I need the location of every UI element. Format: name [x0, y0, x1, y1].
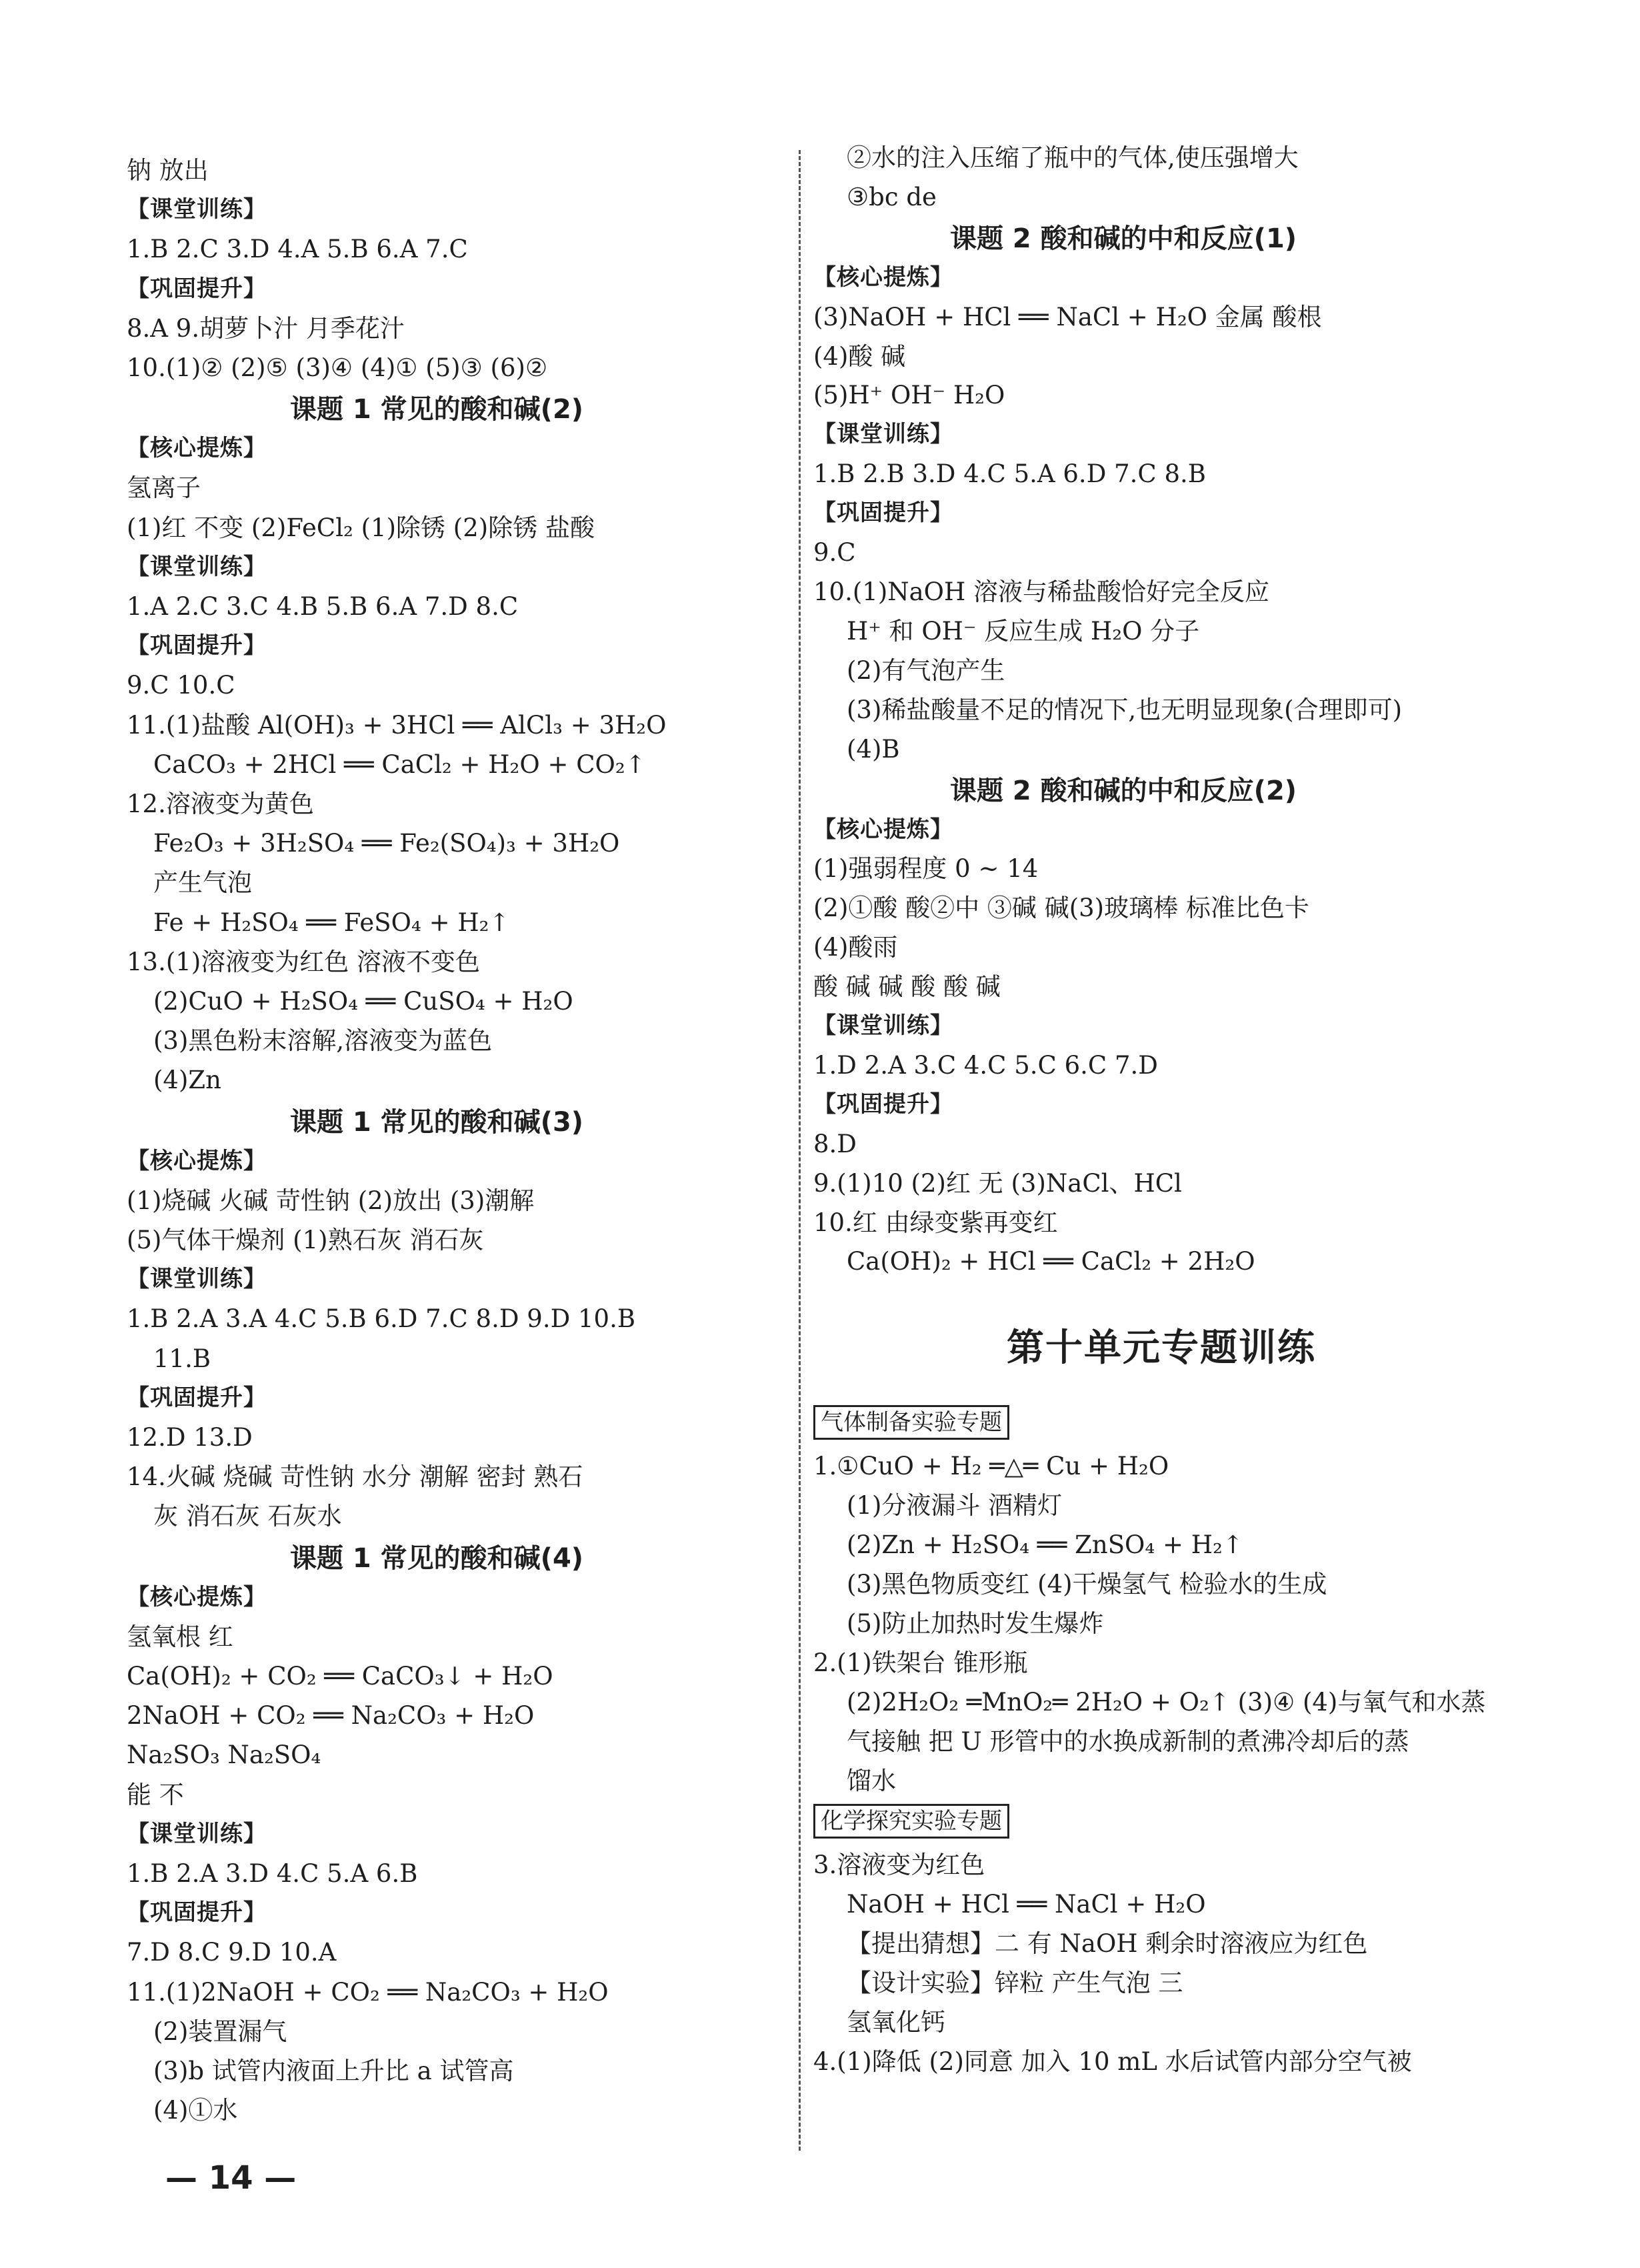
text-line: 1.B 2.A 3.A 4.C 5.B 6.D 7.C 8.D 9.D 10.B — [127, 1304, 636, 1333]
section-label: 【课堂训练】 — [127, 553, 267, 580]
text-line: (2)CuO + H₂SO₄ ══ CuSO₄ + H₂O — [153, 987, 573, 1016]
text-line: 1.B 2.C 3.D 4.A 5.B 6.A 7.C — [127, 235, 468, 263]
section-label: 【核心提炼】 — [127, 1148, 267, 1174]
text-line: 13.(1)溶液变为红色 溶液不变色 — [127, 948, 481, 976]
unit-title: 第十单元专题训练 — [1007, 1326, 1316, 1370]
section-label: 【核心提炼】 — [813, 816, 953, 843]
text-line: 2.(1)铁架台 锥形瓶 — [813, 1648, 1028, 1677]
topic-heading: 课题 1 常见的酸和碱(2) — [290, 394, 584, 425]
section-label: 【巩固提升】 — [127, 632, 267, 659]
text-line: (1)分液漏斗 酒精灯 — [847, 1491, 1063, 1520]
text-line: (4)酸 碱 — [813, 342, 906, 371]
text-line: (5)防止加热时发生爆炸 — [847, 1609, 1104, 1638]
text-line: 能 不 — [127, 1781, 184, 1809]
topic-heading: 课题 2 酸和碱的中和反应(1) — [950, 223, 1297, 254]
text-line: 9.C — [813, 538, 856, 567]
text-line: 8.A 9.胡萝卜汁 月季花汁 — [127, 314, 405, 343]
text-line: CaCO₃ + 2HCl ══ CaCl₂ + H₂O + CO₂↑ — [153, 750, 646, 779]
text-line: 9.(1)10 (2)红 无 (3)NaCl、HCl — [813, 1169, 1182, 1198]
section-label: 【巩固提升】 — [813, 1091, 953, 1118]
text-line: 11.B — [153, 1344, 211, 1373]
section-label: 【巩固提升】 — [127, 1384, 267, 1411]
topic-heading: 课题 2 酸和碱的中和反应(2) — [950, 776, 1297, 806]
text-line: 【提出猜想】二 有 NaOH 剩余时溶液应为红色 — [847, 1929, 1368, 1958]
text-line: 4.(1)降低 (2)同意 加入 10 mL 水后试管内部分空气被 — [813, 2047, 1412, 2076]
text-line: (5)气体干燥剂 (1)熟石灰 消石灰 — [127, 1226, 484, 1254]
text-line: 氢离子 — [127, 473, 201, 502]
topic-box: 气体制备实验专题 — [813, 1405, 1009, 1440]
text-line: (1)烧碱 火碱 苛性钠 (2)放出 (3)潮解 — [127, 1186, 535, 1215]
text-line: 灰 消石灰 石灰水 — [153, 1502, 342, 1530]
column-divider — [799, 150, 801, 2151]
text-line: 酸 碱 碱 酸 酸 碱 — [813, 972, 1001, 1001]
text-line: (2)2H₂O₂ ═MnO₂═ 2H₂O + O₂↑ (3)④ (4)与氧气和水蒸 — [847, 1688, 1486, 1717]
text-line: 氢氧根 红 — [127, 1622, 233, 1651]
text-line: Fe₂O₃ + 3H₂SO₄ ══ Fe₂(SO₄)₃ + 3H₂O — [153, 829, 620, 858]
page-number: — 14 — — [165, 2159, 297, 2197]
text-line: 气接触 把 U 形管中的水换成新制的煮沸冷却后的蒸 — [847, 1727, 1409, 1756]
text-line: 7.D 8.C 9.D 10.A — [127, 1938, 337, 1967]
topic-heading: 课题 1 常见的酸和碱(4) — [290, 1543, 584, 1574]
text-line: 1.D 2.A 3.C 4.C 5.C 6.C 7.D — [813, 1051, 1158, 1080]
section-label: 【核心提炼】 — [813, 264, 953, 291]
text-line: 12.溶液变为黄色 — [127, 790, 314, 818]
text-line: Ca(OH)₂ + CO₂ ══ CaCO₃↓ + H₂O — [127, 1662, 553, 1690]
text-line: (3)黑色粉末溶解,溶液变为蓝色 — [153, 1026, 493, 1055]
text-line: Ca(OH)₂ + HCl ══ CaCl₂ + 2H₂O — [847, 1247, 1255, 1276]
text-line: (5)H⁺ OH⁻ H₂O — [813, 381, 1005, 409]
section-label: 【巩固提升】 — [127, 1899, 267, 1926]
text-line: (1)红 不变 (2)FeCl₂ (1)除锈 (2)除锈 盐酸 — [127, 513, 595, 542]
text-line: (3)黑色物质变红 (4)干燥氢气 检验水的生成 — [847, 1570, 1327, 1598]
text-line: (3)NaOH + HCl ══ NaCl + H₂O 金属 酸根 — [813, 303, 1322, 331]
text-line: (4)酸雨 — [813, 933, 898, 962]
text-line: 1.①CuO + H₂ ═△═ Cu + H₂O — [813, 1452, 1169, 1480]
text-line: 产生气泡 — [153, 868, 252, 897]
text-line: 1.A 2.C 3.C 4.B 5.B 6.A 7.D 8.C — [127, 592, 519, 621]
text-line: (4)Zn — [153, 1066, 221, 1094]
topic-box: 化学探究实验专题 — [813, 1804, 1009, 1839]
text-line: Fe + H₂SO₄ ══ FeSO₄ + H₂↑ — [153, 908, 510, 937]
text-line: (2)装置漏气 — [153, 2017, 287, 2046]
topic-heading: 课题 1 常见的酸和碱(3) — [290, 1107, 584, 1138]
text-line: (1)强弱程度 0 ~ 14 — [813, 854, 1039, 883]
section-label: 【核心提炼】 — [127, 1584, 267, 1610]
section-label: 【巩固提升】 — [813, 499, 953, 526]
text-line: (4)①水 — [153, 2096, 238, 2125]
text-line: 12.D 13.D — [127, 1423, 253, 1452]
text-line: (2)①酸 酸②中 ③碱 碱(3)玻璃棒 标准比色卡 — [813, 894, 1309, 922]
text-line: 11.(1)盐酸 Al(OH)₃ + 3HCl ══ AlCl₃ + 3H₂O — [127, 711, 667, 740]
text-line: (2)Zn + H₂SO₄ ══ ZnSO₄ + H₂↑ — [847, 1530, 1243, 1559]
text-line: (4)B — [847, 735, 900, 764]
text-line: Na₂SO₃ Na₂SO₄ — [127, 1741, 321, 1769]
text-line: 氢氧化钙 — [847, 2008, 945, 2037]
text-line: 1.B 2.A 3.D 4.C 5.A 6.B — [127, 1859, 418, 1888]
text-line: 14.火碱 烧碱 苛性钠 水分 潮解 密封 熟石 — [127, 1462, 583, 1491]
text-line: (3)稀盐酸量不足的情况下,也无明显现象(合理即可) — [847, 696, 1403, 724]
text-line: 3.溶液变为红色 — [813, 1851, 985, 1879]
text-line: H⁺ 和 OH⁻ 反应生成 H₂O 分子 — [847, 617, 1200, 646]
text-line: 10.(1)② (2)⑤ (3)④ (4)① (5)③ (6)② — [127, 353, 548, 382]
section-label: 【课堂训练】 — [127, 196, 267, 223]
text-line: (3)b 试管内液面上升比 a 试管高 — [153, 2057, 514, 2085]
section-label: 【核心提炼】 — [127, 435, 267, 461]
text-line: NaOH + HCl ══ NaCl + H₂O — [847, 1890, 1206, 1919]
text-line: 钠 放出 — [127, 156, 209, 185]
text-line: 9.C 10.C — [127, 671, 235, 700]
text-line: 10.红 由绿变紫再变红 — [813, 1208, 1058, 1237]
text-line: 11.(1)2NaOH + CO₂ ══ Na₂CO₃ + H₂O — [127, 1978, 609, 2007]
section-label: 【巩固提升】 — [127, 275, 267, 302]
section-label: 【课堂训练】 — [813, 1012, 953, 1039]
text-line: 馏水 — [847, 1767, 896, 1795]
section-label: 【课堂训练】 — [127, 1266, 267, 1292]
text-line: 2NaOH + CO₂ ══ Na₂CO₃ + H₂O — [127, 1701, 535, 1730]
text-line: 10.(1)NaOH 溶液与稀盐酸恰好完全反应 — [813, 578, 1270, 606]
text-line: ③bc de — [847, 183, 937, 211]
text-line: (2)有气泡产生 — [847, 656, 1005, 685]
text-line: ②水的注入压缩了瓶中的气体,使压强增大 — [847, 143, 1299, 172]
text-line: 【设计实验】锌粒 产生气泡 三 — [847, 1969, 1183, 1997]
section-label: 【课堂训练】 — [813, 421, 953, 447]
text-line: 8.D — [813, 1130, 857, 1158]
section-label: 【课堂训练】 — [127, 1821, 267, 1847]
text-line: 1.B 2.B 3.D 4.C 5.A 6.D 7.C 8.B — [813, 459, 1206, 488]
